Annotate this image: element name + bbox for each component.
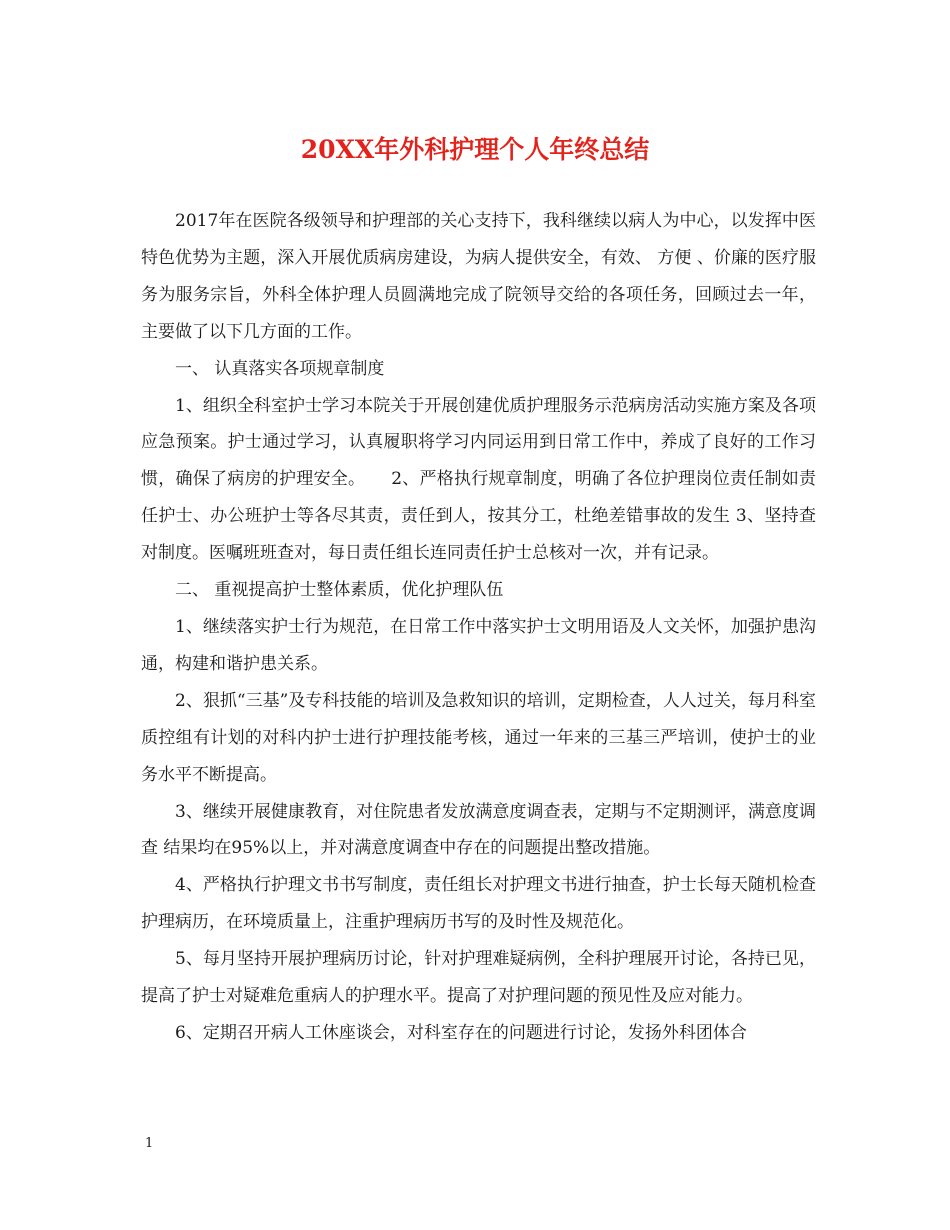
page-number: 1 xyxy=(145,1136,154,1151)
document-title: 20XX年外科护理个人年终总结 xyxy=(300,135,650,164)
intro-paragraph: 2017年在医院各级领导和护理部的关心支持下，我科继续以病人为中心，以发挥中医特色优势为主题，深入开展优质病房建设，为病人提供安全，有效、 方便 、价廉的医疗服务为服务宗旨，外科全体护理人员圆满地完成了院领导交给的各项任务，回顾过去一年，主要做了以下几方面的工作。 xyxy=(141,211,816,342)
section-2-paragraph-2: 2、狠抓“三基”及专科技能的培训及急救知识的培训，定期检查，人人过关，每月科室质控组有计划的对科内护士进行护理技能考核，通过一年来的三基三严培训，使护士的业务水平不断提高。 xyxy=(141,690,816,785)
section-2-paragraph-6: 6、定期召开病人工休座谈会，对科室存在的问题进行讨论，发扬外科团体合 xyxy=(175,1022,747,1043)
document-body xyxy=(141,203,816,1052)
section-1-heading: 一、 认真落实各项规章制度 xyxy=(175,358,385,379)
section-2-paragraph-3: 3、继续开展健康教育，对住院患者发放满意度调查表，定期与不定期测评，满意度调查 结果均在95%以上，并对满意度调查中存在的问题提出整改措施。 xyxy=(141,801,816,859)
section-2-paragraph-5: 5、每月坚持开展护理病历讨论，针对护理难疑病例，全科护理展开讨论，各持已见，提高了护士对疑难危重病人的护理水平。提高了对护理问题的预见性及应对能力。 xyxy=(141,949,816,1007)
section-2-paragraph-1: 1、继续落实护士行为规范，在日常工作中落实护士文明用语及人文关怀，加强护患沟通，构建和谐护患关系。 xyxy=(141,616,816,674)
section-1-paragraph: 1、组织全科室护士学习本院关于开展创建优质护理服务示范病房活动实施方案及各项应急预案。护士通过学习，认真履职将学习内同运用到日常工作中，养成了良好的工作习惯，确保了病房的护理安全。 2、严格执行规章制度，明确了各位护理岗位责任制如责任护士、办公班护士等各尽其责，责任到人，按其分工，杜绝差错事故的发生 3、坚持查对制度。医嘱班班查对，每日责任组长连同责任护士总核对一次，并有记录。 xyxy=(141,395,816,564)
section-2-paragraph-4: 4、严格执行护理文书书写制度，责任组长对护理文书进行抽查，护士长每天随机检查护理病历，在环境质量上，注重护理病历书写的及时性及规范化。 xyxy=(141,875,816,933)
section-2-heading: 二、 重视提高护士整体素质，优化护理队伍 xyxy=(175,580,504,601)
